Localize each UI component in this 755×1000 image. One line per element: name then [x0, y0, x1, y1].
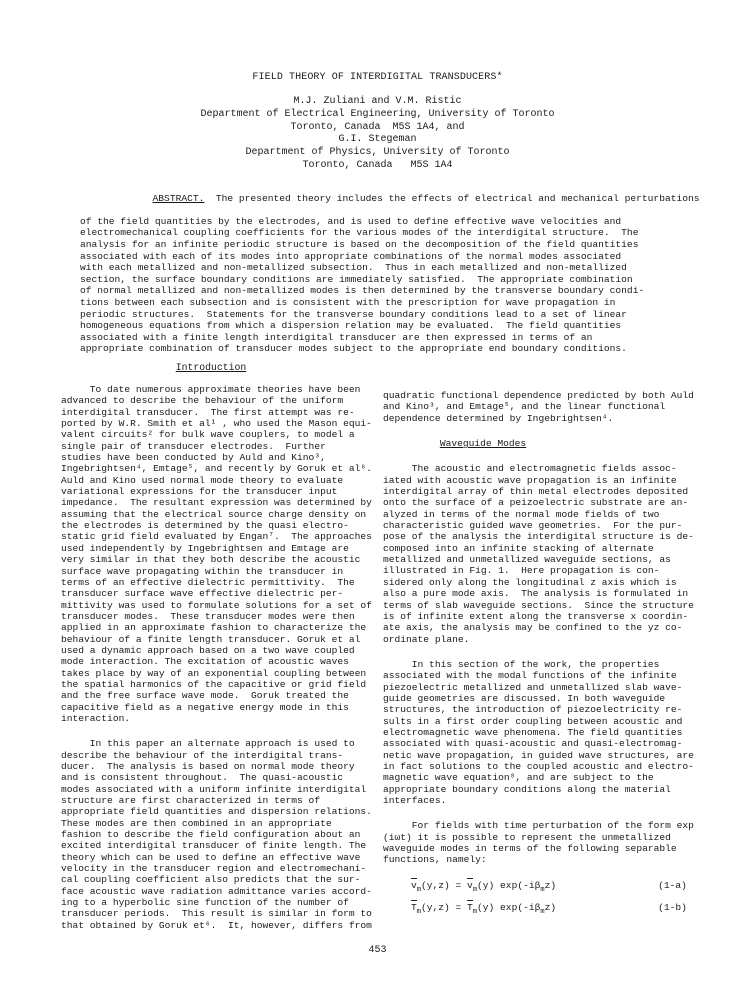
- text-line: The acoustic and electromagnetic fields assoc-: [383, 463, 677, 475]
- equation-number: (1-b): [658, 901, 687, 913]
- text-line: valent circuits² for bulk wave couplers, to model a: [61, 429, 355, 441]
- text-line: impedance. The resultant expression was determined by: [61, 497, 372, 509]
- vector-symbol: v: [467, 879, 473, 891]
- text-line: quadratic functional dependence predicted by both Auld: [383, 390, 694, 401]
- text-line: takes place by way of an exponential coupling between: [61, 667, 367, 679]
- abstract: [80, 181, 700, 355]
- tensor-symbol: T: [411, 901, 417, 913]
- text-line: guide geometries are discussed. In both waveguide: [383, 692, 666, 704]
- text-line: describe the behaviour of the interdigital trans-: [61, 749, 344, 761]
- abstract-line: section, the surface boundary conditions are immediately satisfied. The appropriate combination: [80, 273, 633, 285]
- abstract-line: periodic structures. Statements for the transverse boundary conditions lead to a set of linear: [80, 308, 627, 320]
- equation-number: (1-a): [658, 879, 687, 891]
- intro-continuation: [383, 390, 713, 424]
- text-line: and Kino³, and Emtage⁵, and the linear functional: [383, 401, 666, 413]
- text-line: associated with the modal functions of the infinite: [383, 670, 677, 682]
- text-line: functions, namely:: [383, 854, 487, 866]
- text-line: modes associated with a uniform infinite interdigital: [61, 783, 367, 795]
- text-line: waveguide modes in terms of the following separable: [383, 843, 677, 855]
- text-line: studies have been conducted by Auld and Kino³,: [61, 452, 326, 464]
- text-line: used a dynamic approach based on a two wave coupled: [61, 644, 355, 656]
- text-line: very similar in that they both describe the acoustic: [61, 554, 361, 566]
- intro-paragraph-2: [61, 738, 372, 931]
- text-line: static grid field evaluated by Engan⁷. The approaches: [61, 531, 372, 543]
- intro-paragraph-1: [61, 384, 372, 724]
- text-line: also a pure mode axis. The analysis is formulated in: [383, 588, 689, 600]
- introduction-heading: Introduction: [175, 362, 247, 373]
- author-address-1: Toronto, Canada M5S 1A4, and: [290, 121, 465, 133]
- text-line: composed into an infinite stacking of alternate: [383, 542, 654, 554]
- abstract-line: tions between each subsection and is consistent with the prescription for wave propagation in: [80, 296, 616, 308]
- text-line: These modes are then combined in an appropriate: [61, 817, 332, 829]
- text-line: electromagnetic wave phenomena. The field quantities: [383, 726, 683, 738]
- text-line: In this paper an alternate approach is used to: [61, 738, 355, 750]
- equation-1a: [383, 880, 713, 902]
- abstract-line: of the field quantities by the electrodes, and is used to define effective wave velocities and: [80, 215, 622, 227]
- text-line: variational expressions for the transducer input: [61, 486, 338, 498]
- abstract-line: associated with a finite length interdigital transducer are then expressed in terms of an: [80, 331, 593, 343]
- waveguide-modes-heading: Waveguide Modes: [439, 438, 527, 450]
- abstract-line: of normal metallized and non-metallized modes is then determined by the transverse boundary condi-: [80, 285, 645, 297]
- text-line: Auld and Kino used normal mode theory to evaluate: [61, 474, 344, 486]
- text-line: associated with quasi-acoustic and quasi-electromag-: [383, 738, 683, 750]
- abstract-line: with each metallized and non-metallized subsection. Thus in each metallized and non-metallized: [80, 262, 627, 274]
- abstract-line: electromechanical coupling coefficients for the various modes of the interdigital structure. The: [80, 227, 639, 239]
- abstract-line: appropriate combination of transducer modes subject to the appropriate end boundary conditions.: [80, 343, 627, 355]
- author-affiliation-2: Department of Physics, University of Toronto: [245, 147, 510, 159]
- left-column: [61, 384, 372, 931]
- text-line: ate axis, the analysis may be confined to the yz co-: [383, 622, 683, 634]
- equation-body: $T_m(y,z) = T_m(y)$ $\exp(-i\beta_mz)$: [411, 901, 557, 916]
- text-line: excited interdigital transducer of finite length. The: [61, 840, 367, 852]
- text-line: fashion to describe the field configuration about an: [61, 829, 361, 841]
- text-line: terms of an effective dielectric permittivity. The: [61, 576, 355, 588]
- tensor-symbol: T: [467, 901, 473, 913]
- page-number: 453: [368, 945, 387, 956]
- text-line: assuming that the electrical source charge density on: [61, 508, 367, 520]
- text-line: single pair of transducer electrodes. Further: [61, 440, 326, 452]
- text-line: onto the surface of a peizoelectric substrate are an-: [383, 497, 689, 509]
- text-line: face acoustic wave radiation admittance varies accord-: [61, 885, 372, 897]
- text-line: interdigital array of thin metal electrodes deposited: [383, 486, 689, 498]
- equation-body: $v_m(y,z) = v_m(y)$ $\exp(-i\beta_mz)$: [411, 879, 557, 894]
- text-line: To date numerous approximate theories have been: [61, 384, 361, 395]
- text-line: For fields with time perturbation of the form exp: [383, 820, 694, 832]
- text-line: and is consistent throughout. The quasi-acoustic: [61, 772, 344, 784]
- text-line: is of infinite extent along the transverse x coordin-: [383, 610, 689, 622]
- text-line: iated with acoustic wave propagation is an infinite: [383, 474, 677, 486]
- text-line: pose of the analysis the interdigital structure is de-: [383, 531, 694, 543]
- text-line: used independently by Ingebrightsen and Emtage are: [61, 542, 349, 554]
- text-line: piezoelectric metallized and unmetallized slab wave-: [383, 681, 683, 693]
- text-line: transducer modes. These transducer modes were then: [61, 610, 355, 622]
- text-line: interfaces.: [383, 795, 447, 806]
- text-line: ducer. The analysis is based on normal mode theory: [61, 761, 355, 772]
- text-line: applied in an approximate fashion to characterize the: [61, 622, 367, 634]
- waveguide-paragraph-1: [383, 463, 713, 645]
- text-line: terms of slab waveguide sections. Since the structure: [383, 599, 694, 611]
- text-line: theory which can be used to define an effective wave: [61, 851, 361, 863]
- text-line: structures, the introduction of piezoelectricity re-: [383, 704, 683, 716]
- text-line: metallized and unmetallized waveguide sections, as: [383, 554, 671, 566]
- abstract-line: analysis for an infinite periodic structure is based on the decomposition of the field quantities: [80, 238, 639, 250]
- text-line: transducer periods. This result is similar in form to: [61, 908, 372, 920]
- vector-symbol: v: [411, 879, 417, 891]
- text-line: that obtained by Goruk et⁶. It, however, differs from: [61, 919, 372, 931]
- text-line: ported by W.R. Smith et al¹ , who used the Mason equi-: [61, 418, 372, 430]
- author-block: [0, 96, 755, 173]
- text-line: in fact solutions to the coupled acoustic and electro-: [383, 760, 694, 772]
- text-line: magnetic wave equation⁸, and are subject to the: [383, 772, 654, 784]
- text-line: characteristic guided wave geometries. For the pur-: [383, 520, 683, 532]
- text-line: mittivity was used to formulate solutions for a set of: [61, 599, 372, 611]
- abstract-label: ABSTRACT.: [152, 192, 205, 204]
- text-line: structure are first characterized in terms of: [61, 795, 321, 807]
- text-line: appropriate boundary conditions along the material: [383, 783, 671, 795]
- text-line: ordinate plane.: [383, 633, 470, 645]
- author-affiliation-1: Department of Electrical Engineering, University of Toronto: [200, 108, 555, 120]
- text-line: surface wave propagating within the transducer in: [61, 565, 344, 577]
- right-column: [383, 390, 713, 924]
- text-line: sults in a first order coupling between acoustic and: [383, 715, 683, 727]
- text-line: netic wave propagation, in guided wave structures, are: [383, 749, 694, 761]
- paper-title: FIELD THEORY OF INTERDIGITAL TRANSDUCERS*: [252, 72, 503, 83]
- author-names-1: M.J. Zuliani and V.M. Ristic: [293, 96, 462, 107]
- text-line: sidered only along the longitudinal z axis which is: [383, 576, 677, 588]
- text-line: appropriate field quantities and dispersion relations.: [61, 806, 372, 818]
- text-line: interaction.: [61, 712, 131, 724]
- waveguide-paragraph-3: [383, 820, 713, 865]
- text-line: and the free surface wave mode. Goruk treated the: [61, 690, 349, 702]
- text-line: interdigital transducer. The first attempt was re-: [61, 406, 355, 418]
- text-line: mode interaction. The excitation of acoustic waves: [61, 656, 349, 668]
- text-line: (iωt) it is possible to represent the unmetallized: [383, 831, 671, 843]
- author-address-2: Toronto, Canada M5S 1A4: [302, 159, 453, 171]
- text-line: alyzed in terms of the normal mode fields of two: [383, 508, 660, 520]
- text-line: Ingebrightsen⁴, Emtage⁵, and recently by Goruk et al⁶.: [61, 463, 372, 475]
- text-line: velocity in the transducer region and electromechani-: [61, 863, 367, 875]
- text-line: the spatial harmonics of the capacitive or grid field: [61, 678, 367, 690]
- waveguide-paragraph-2: [383, 659, 713, 806]
- text-line: dependence determined by Ingebrightsen⁴.: [383, 412, 614, 424]
- text-line: capacitive field as a negative energy mode in this: [61, 701, 349, 713]
- text-line: behaviour of a finite length transducer. Goruk et al: [61, 633, 361, 645]
- text-line: the electrodes is determined by the quasi electro-: [61, 520, 349, 532]
- text-line: advanced to describe the behaviour of the uniform: [61, 395, 344, 407]
- introduction-heading-wrap: [61, 362, 361, 373]
- abstract-line: The presented theory includes the effects of electrical and mechanical perturbations: [204, 192, 700, 204]
- abstract-line: homogeneous equations from which a dispersion relation may be evaluated. The field quantities: [80, 320, 622, 332]
- text-line: illustrated in Fig. 1. Here propagation is con-: [383, 565, 660, 577]
- text-line: transducer surface wave effective dielectric per-: [61, 588, 344, 600]
- equation-1b: [383, 902, 713, 924]
- text-line: ing to a hyperbolic sine function of the number of: [61, 897, 349, 909]
- author-names-2: G.I. Stegeman: [338, 134, 417, 146]
- abstract-line: associated with each of its modes into appropriate combinations of the normal modes associated: [80, 250, 622, 262]
- text-line: cal coupling coefficient also predicts that the sur-: [61, 874, 361, 886]
- text-line: In this section of the work, the properties: [383, 658, 660, 670]
